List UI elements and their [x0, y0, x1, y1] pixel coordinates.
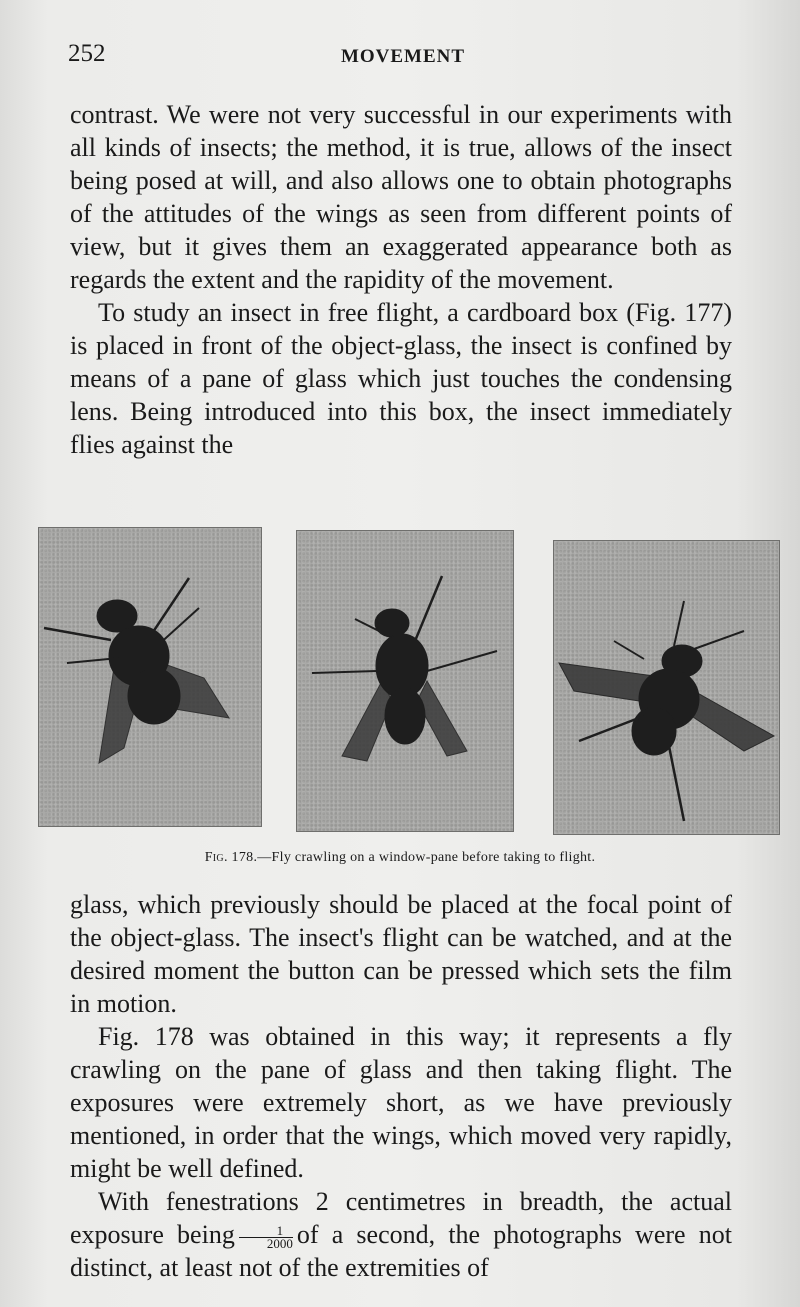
paragraph: Fig. 178 was obtained in this way; it represents a fly crawling on the pane of glass and then taking flight. The exposures were extremely short, as we have previously mentioned, in order that the wings, which moved very rapidly, might be well defined.	[70, 1022, 732, 1183]
page-number: 252	[68, 40, 106, 67]
paragraph: contrast. We were not very successful in our experiments with all kinds of insects; the method, it is true, allows of the insect being posed at will, and also allows one to obtain photographs of the attitudes of the wings as seen from different points of view, but it gives them an exaggerated appearance both as regards the extent and the rapidity of the movement.	[70, 100, 732, 294]
fly-illustration	[554, 541, 779, 834]
fly-illustration	[39, 528, 261, 826]
photo-fly-crawling-1	[38, 527, 262, 827]
figure-caption	[0, 850, 800, 866]
text-block-top	[70, 98, 732, 461]
running-head: MOVEMENT	[340, 46, 466, 67]
paragraph-text: With fenestrations 2 centimetres in breadth, the actual exposure being	[70, 1187, 732, 1249]
paragraph-text: of a second, the photographs were not distinct, at least not of the extremities of	[70, 1220, 732, 1282]
paragraph	[70, 1185, 732, 1284]
caption-text: —Fly crawling on a window-pane before taking to flight.	[257, 850, 596, 865]
photo-fly-taking-flight	[553, 540, 780, 835]
page-header	[68, 40, 738, 72]
paragraph: glass, which previously should be placed at the focal point of the object-glass. The insect's flight can be watched, and at the desired moment the button can be pressed which sets the film in motion.	[70, 890, 732, 1018]
photo-fly-crawling-2	[296, 530, 514, 832]
caption-label: Fig. 178.	[204, 850, 258, 865]
fraction-numerator: 1	[239, 1225, 293, 1238]
text-block-bottom	[70, 888, 732, 1284]
fraction-denominator: 2000	[266, 1235, 293, 1251]
figure-178	[38, 525, 780, 840]
fly-illustration	[297, 531, 513, 831]
fraction	[239, 1222, 293, 1251]
paragraph: To study an insect in free flight, a cardboard box (Fig. 177) is placed in front of the object-glass, the insect is confined by means of a pane of glass which just touches the condensing lens. Being introduced into this box, the insect immediately flies against the	[70, 298, 732, 459]
